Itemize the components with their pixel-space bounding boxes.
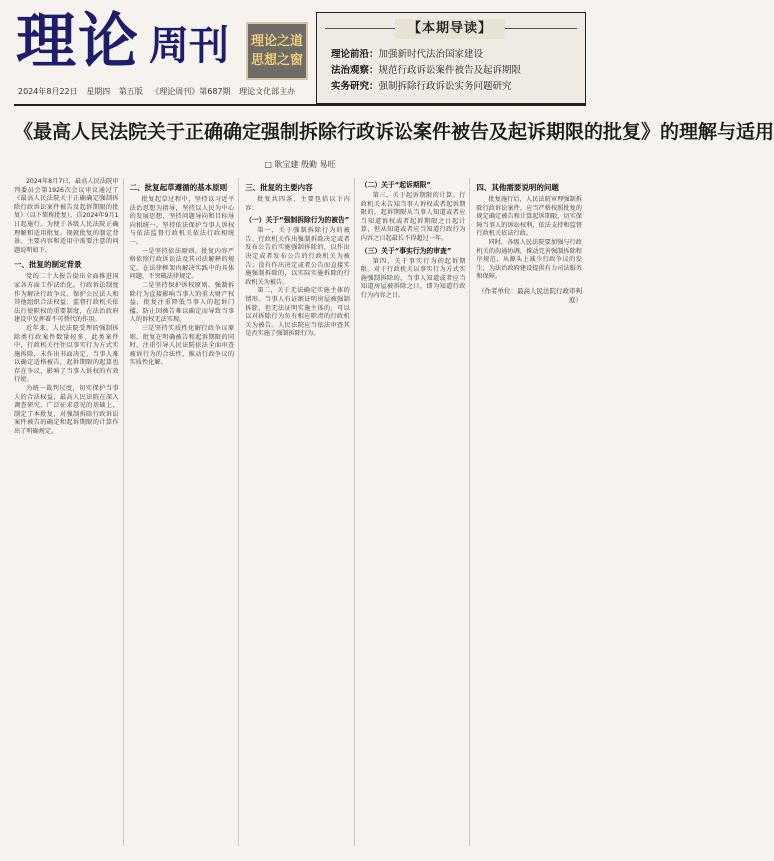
subsection-heading: （三）关于“事实行为的审查” (360, 246, 452, 255)
guide-item-text: 加强新时代法治国家建设 (378, 49, 484, 60)
issue-number: 《理论周刊》第687期 (151, 87, 231, 96)
article-paragraph: 近年来，人民法院受理的强制拆除类行政案件数量较多，此类案件中，行政机关往往以事实行为方式实施拆除，未作出书面决定，当事人难以确定适格被告，起诉期限的起算也存在争议，影响了当事人诉权的有效行使。 (14, 324, 119, 384)
article-paragraph: 三是坚持实质性化解行政争议原则。批复在明确被告和起诉期限的同时，注重引导人民法院依法全面审查被诉行为的合法性，推动行政争议的实质性化解。 (129, 324, 235, 367)
section-heading: 二、批复起草遵循的基本原则 (129, 183, 228, 192)
article-paragraph: 二是坚持保护诉权原则。强制拆除行为直接影响当事人的重大财产权益，批复注重降低当事人的起诉门槛，防止因被告难以确定而导致当事人的诉权无法实现。 (129, 281, 235, 324)
article-column (245, 178, 355, 846)
section-heading: 四、其他需要说明的问题 (476, 183, 559, 192)
guide-item[interactable] (331, 63, 577, 79)
guide-list (331, 47, 577, 95)
section-heading: 三、批复的主要内容 (245, 183, 313, 192)
masthead (14, 8, 586, 104)
issue-edition: 第五版 (118, 87, 143, 96)
issue-weekday: 星期四 (86, 87, 111, 96)
article-body (14, 178, 586, 846)
guide-item-label: 理论前沿： (331, 49, 379, 60)
article-column (130, 178, 240, 846)
masthead-divider (14, 104, 586, 106)
article-paragraph: 批复施行后，人民法院审理强制拆除行政诉讼案件，应当严格按照批复的规定确定被告和计算起诉期限，切实保障当事人的诉讼权利，依法支持和监督行政机关依法行政。 (476, 196, 582, 238)
article-paragraph: 批复共四条，主要包括以下内容： (245, 196, 350, 212)
issue-guide-box (316, 12, 586, 104)
article-paragraph: 2024年8月7日，最高人民法院审判委员会第1926次会议审议通过了《最高人民法院关于正确确定强制拆除行政诉讼案件被告及起诉期限的批复》（以下简称批复），自2024年9月1日起施行。为便于各级人民法院正确理解和适用批复，现就批复的制定背景、主要内容和适用中需要注意的问题说明如下。 (14, 178, 119, 254)
guide-item-label: 法治观察： (331, 65, 379, 76)
article-paragraph: 为统一裁判尺度，切实保护当事人的合法权益，最高人民法院在深入调查研究、广泛征求意见的基础上，制定了本批复，对强制拆除行政诉讼案件被告的确定和起诉期限的计算作出了明确规定。 (14, 385, 119, 436)
subsection-heading: （二）关于“起诉期限” (360, 181, 431, 189)
article-paragraph: 第一，关于强制拆除行为的被告。行政机关作出强制拆除决定或者发布公告后实施强制拆除的，以作出决定或者发布公告的行政机关为被告；没有作出决定或者公告而直接实施强制拆除的，以实际实施拆除的行政机关为被告。 (245, 227, 350, 286)
article-paragraph: 批复起草过程中，坚持以习近平法治思想为指导，坚持以人民为中心的发展思想，坚持问题导向和目标导向相统一，坚持依法保护当事人诉权与依法监督行政机关依法行政相统一。 (129, 196, 235, 246)
slogan-line-1: 理论之道 (250, 34, 303, 49)
article-headline: 《最高人民法院关于正确确定强制拆除行政诉讼案件被告及起诉期限的批复》的理解与适用 (14, 121, 774, 143)
article-column (361, 178, 471, 846)
masthead-title: 理论 (16, 7, 140, 77)
issue-date: 2024年8月22日 (18, 87, 78, 96)
slogan-block (246, 22, 308, 80)
article-paragraph: 同时，各级人民法院要加强与行政机关的沟通协调，推动完善强制拆除程序规范，从源头上减少行政争议的发生，为法治政府建设提供有力司法服务和保障。 (476, 238, 582, 281)
section-heading: 一、批复的制定背景 (14, 260, 82, 270)
subsection-heading: （一）关于“强制拆除行为的被告” (245, 216, 350, 225)
slogan-line-2: 思想之窗 (250, 53, 303, 68)
article-column (476, 178, 586, 846)
article-byline: □ 耿宝建 殷勤 易旺 (264, 160, 336, 169)
article-paragraph: 第二，关于无法确定实施主体的情形。当事人有证据证明房屋被强制拆除，但无法证明实施主体的，可以以对拆除行为负有相应职责的行政机关为被告。人民法院应当依法审查其是否实施了强制拆除行为。 (245, 287, 350, 338)
guide-item-text: 规范行政诉讼案件被告及起诉期限 (378, 65, 522, 76)
guide-item-label: 实务研究： (331, 81, 379, 92)
article-paragraph: 第三，关于起诉期限的计算。行政机关未告知当事人诉权或者起诉期限的，起诉期限从当事人知道或者应当知道诉权或者起诉期限之日起计算，但从知道或者应当知道行政行为内容之日起最长不得超过一年。 (360, 192, 466, 242)
issue-meta (18, 86, 301, 97)
guide-title: 【本期导读】 (395, 19, 505, 39)
author-note: （作者单位：最高人民法院行政审判庭） (477, 286, 582, 304)
article-column (14, 178, 124, 846)
guide-item[interactable] (331, 47, 577, 63)
guide-item-text: 强制拆除行政诉讼实务问题研究 (378, 81, 512, 92)
guide-item[interactable] (331, 79, 577, 95)
issue-editor: 理论文化部主办 (239, 87, 296, 96)
article-paragraph: 一是坚持依法原则。批复内容严格依照行政诉讼法及其司法解释的规定，在法律框架内解决实践中的具体问题，不突破法律规定。 (129, 247, 235, 281)
article-paragraph: 第四，关于事实行为的起诉期限。对于行政机关以事实行为方式实施强制拆除的，当事人知道或者应当知道房屋被拆除之日，即为知道行政行为内容之日。 (360, 257, 466, 299)
masthead-subtitle: 周刊 (149, 23, 229, 69)
article-paragraph: 党的二十大报告提出全面推进国家各方面工作法治化。行政诉讼制度作为解决行政争议、保护公民法人和其他组织合法权益、监督行政机关依法行使职权的重要制度，在法治政府建设中发挥着不可替代的作用。 (14, 273, 119, 324)
